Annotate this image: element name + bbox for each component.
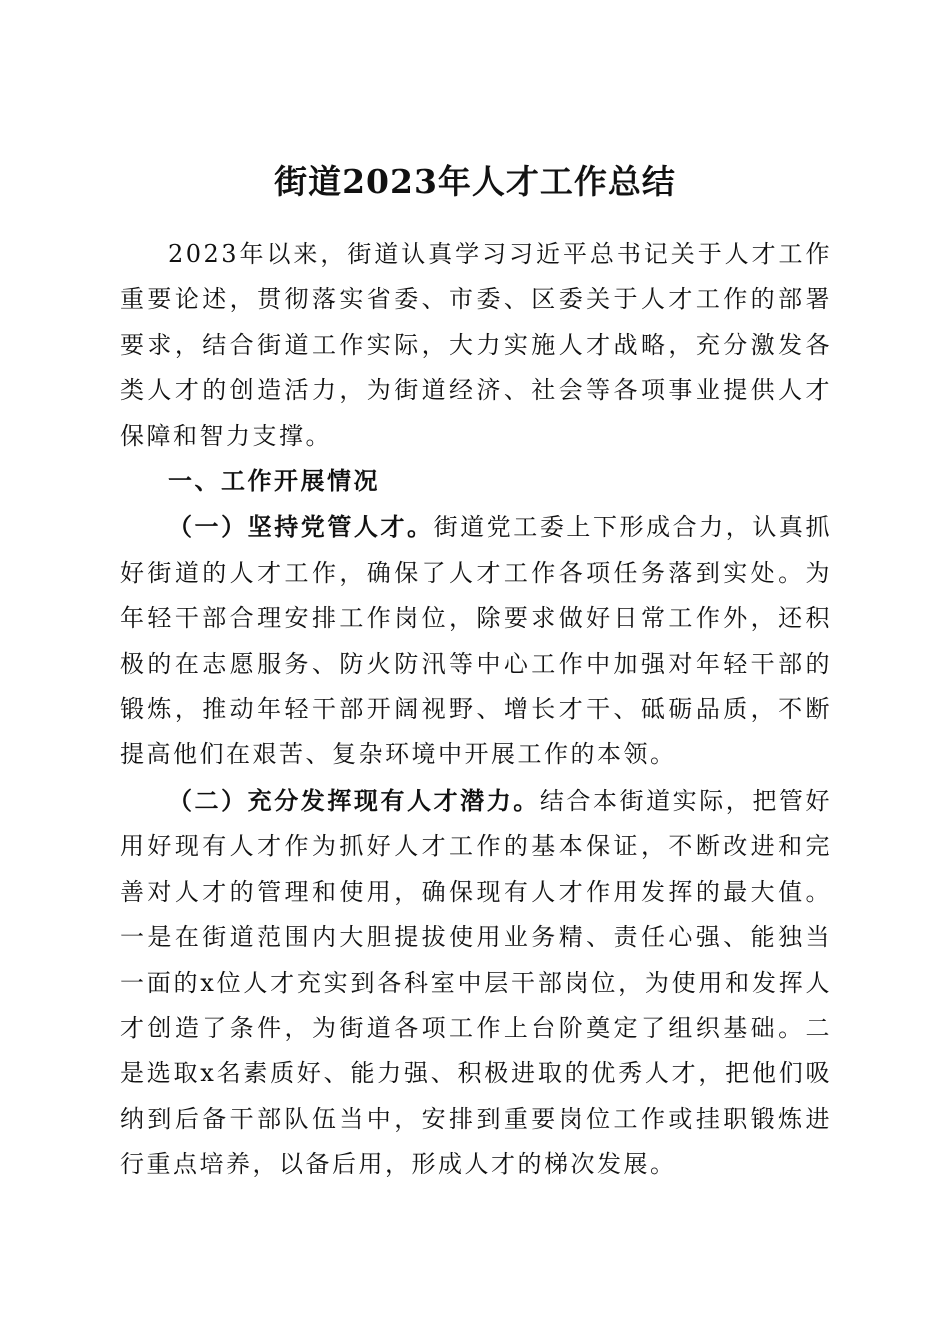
item-1-heading: （一）坚持党管人才。 <box>168 512 434 542</box>
item-2-paragraph <box>120 778 832 1188</box>
item-1-body: 街道党工委上下形成合力，认真抓好街道的人才工作，确保了人才工作各项任务落到实处。为年轻干部合理安排工作岗位，除要求做好日常工作外，还积极的在志愿服务、防火防汛等中心工作中加强对年轻干部的锻炼，推动年轻干部开阔视野、增长才干、砥砺品质，不断提高他们在艰苦、复杂环境中开展工作的本领。 <box>120 513 832 769</box>
section-heading: 一、工作开展情况 <box>168 467 380 496</box>
intro-paragraph: 2023年以来，街道认真学习习近平总书记关于人才工作重要论述，贯彻落实省委、市委、区委关于人才工作的部署要求，结合街道工作实际，大力实施人才战略，充分激发各类人才的创造活力，为街道经济、社会等各项事业提供人才保障和智力支撑。 <box>120 240 832 450</box>
item-2-heading: （二）充分发挥现有人才潜力。 <box>168 785 540 815</box>
item-1-paragraph <box>120 504 832 777</box>
item-2-body: 结合本街道实际，把管好用好现有人才作为抓好人才工作的基本保证，不断改进和完善对人才的管理和使用，确保现有人才作用发挥的最大值。一是在街道范围内大胆提拔使用业务精、责任心强、能独当一面的x位人才充实到各科室中层干部岗位，为使用和发挥人才创造了条件，为街道各项工作上台阶奠定了组织基础。二是选取x名素质好、能力强、积极进取的优秀人才，把他们吸纳到后备干部队伍当中，安排到重要岗位工作或挂职锻炼进行重点培养，以备后用，形成人才的梯次发展。 <box>120 786 832 1179</box>
document-title: 街道2023年人才工作总结 <box>274 162 676 202</box>
document-body <box>120 232 832 1188</box>
